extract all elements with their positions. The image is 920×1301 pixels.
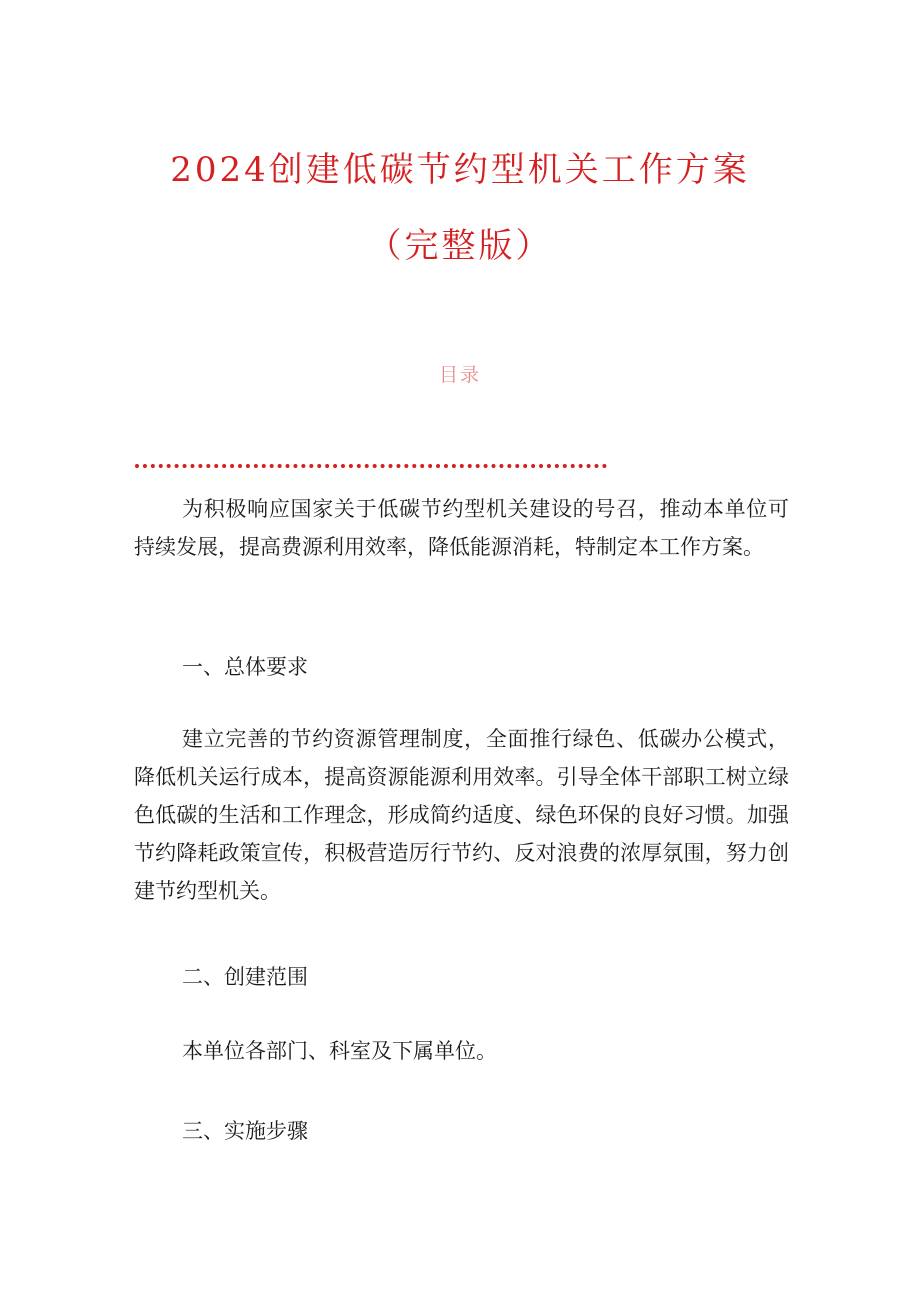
section-body-requirements: 建立完善的节约资源管理制度，全面推行绿色、低碳办公模式，降低机关运行成本，提高资源能源利用效率。引导全体干部职工树立绿色低碳的生活和工作理念，形成简约适度、绿色环保的良好习惯。加强节约降耗政策宣传，积极营造厉行节约、反对浪费的浓厚氛围，努力创建节约型机关。 — [134, 727, 789, 903]
toc-leader-dots — [135, 464, 607, 468]
toc-heading: 目录 — [438, 364, 481, 386]
section-body-scope: 本单位各部门、科室及下属单位。 — [182, 1039, 497, 1063]
section-heading-scope: 二、创建范围 — [182, 965, 308, 989]
section-heading-steps: 三、实施步骤 — [182, 1119, 308, 1143]
document-subtitle: （完整版） — [367, 226, 553, 266]
intro-paragraph: 为积极响应国家关于低碳节约型机关建设的号召，推动本单位可持续发展，提高费源利用效率，降低能源消耗，特制定本工作方案。 — [134, 497, 789, 559]
section-heading-requirements: 一、总体要求 — [182, 655, 308, 679]
document-title: 2024创建低碳节约型机关工作方案 — [170, 150, 750, 190]
